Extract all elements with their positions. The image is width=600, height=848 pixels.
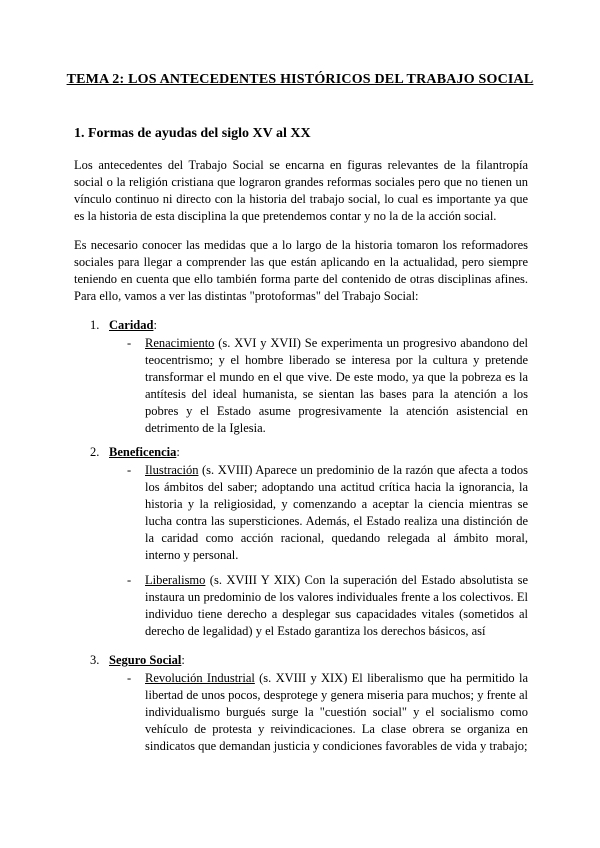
list-label: Seguro Social [109,653,182,667]
item-text: (s. XVIII Y XIX) Con la superación del Estado absolutista se instaura un predominio de los valores individuales frente a los colectivos. El individuo tiene derecho a desplegar sus capacidades vitales (sometidos al derecho de legalidad) y el Estado garantiza los derechos básicos, así [145,573,528,638]
list-number: 1. [90,318,100,332]
list-number: 3. [90,653,100,667]
intro-paragraph-2: Es necesario conocer las medidas que a lo largo de la historia tomaron los reformadores sociales para llegar a comprender las que están aplicando en la actualidad, pero siempre teniendo en cuenta que ello también forma parte del contenido de otras disciplinas afines. Para ello, vamos a ver las distintas "protoformas" del Trabajo Social: [74,238,528,303]
list-label: Beneficencia [109,445,177,459]
intro-paragraph-1: Los antecedentes del Trabajo Social se encarna en figuras relevantes de la filantropía social o la religión cristiana que lograron grandes reformas sociales pero que no tienen un vínculo continuo ni directo con la historia del trabajo social, lo cual es importante ya que es la historia de esta disciplina la que pretendemos contar y no la de la acción social. [74,158,528,223]
list-item-body [145,572,528,640]
item-text: (s. XVI y XVII) Se experimenta un progresivo abandono del teocentrismo; y el hombre liberado se interesa por la cultura y pretende transformar el mundo en el que vive. De este modo, ya que la pobreza es la antítesis del ideal humanista, se sientan las bases para la atención a los pobres y el Estado asume progresivamente la atención asistencial en detrimento de la Iglesia. [145,336,528,435]
list-heading-seguro-social [90,653,185,668]
list-item-revolucion-industrial [127,670,528,755]
list-item-liberalismo [127,572,528,640]
bullet-dash: - [127,573,132,587]
bullet-dash: - [127,336,132,350]
list-colon: : [181,653,185,667]
list-item-body [145,462,528,564]
item-term: Renacimiento [145,336,215,350]
list-item-renacimiento [127,335,528,437]
list-item-ilustracion [127,462,528,564]
bullet-dash: - [127,671,132,685]
section-heading: 1. Formas de ayudas del siglo XV al XX [74,126,311,141]
document-title: TEMA 2: LOS ANTECEDENTES HISTÓRICOS DEL TRABAJO SOCIAL [66,72,534,87]
item-text: (s. XVIII) Aparece un predominio de la razón que afecta a todos los ámbitos del saber; adoptando una actitud crítica hacia la ignorancia, la historia y la religiosidad, y comenzando a aceptar la ciencia mientras se lucha contra las supersticiones. Además, el Estado realiza una distinción de la caridad como acción racional, quedando relegada al ámbito moral, interno y personal. [145,463,528,562]
item-term: Liberalismo [145,573,206,587]
bullet-dash: - [127,463,132,477]
list-colon: : [176,445,180,459]
list-item-body [145,335,528,437]
item-term: Revolución Industrial [145,671,255,685]
list-number: 2. [90,445,100,459]
list-item-body [145,670,528,755]
item-term: Ilustración [145,463,199,477]
list-colon: : [153,318,157,332]
list-label: Caridad [109,318,154,332]
item-text: (s. XVIII y XIX) El liberalismo que ha permitido la libertad de unos pocos, desprotege y genera miseria para muchos; y frente al individualismo burgués surge la "cuestión social" y el socialismo como vehículo de protesta y reivindicaciones. La clase obrera se organiza en sindicatos que demandan justicia y condiciones favorables de vida y trabajo; [145,671,528,753]
list-heading-caridad [90,318,157,333]
list-heading-beneficencia [90,445,180,460]
